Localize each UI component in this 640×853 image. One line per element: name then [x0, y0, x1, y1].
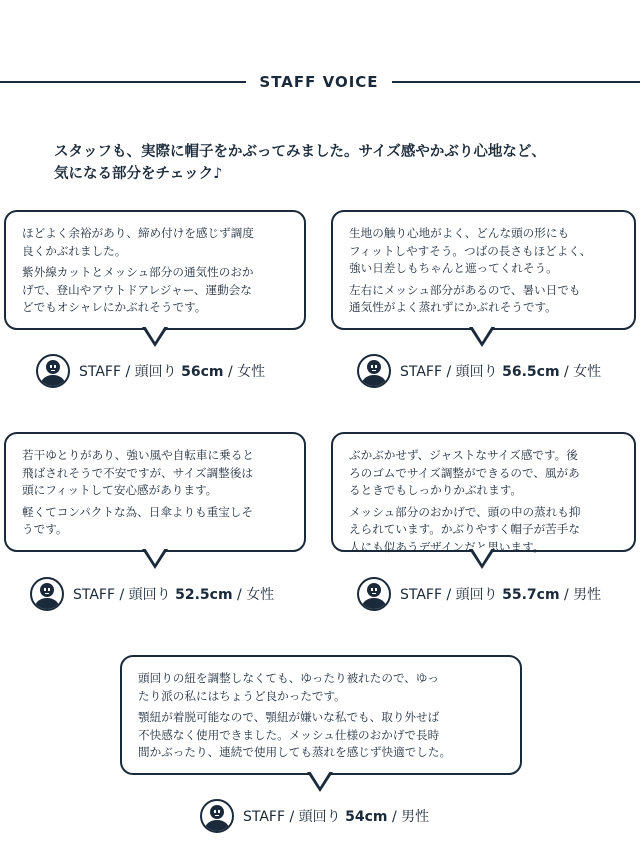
staff-info	[36, 352, 265, 390]
staff-label	[73, 584, 274, 604]
head-size: 56cm	[181, 364, 224, 380]
comment-line: ほどよく余裕があり、締め付けを感じず調度	[22, 226, 254, 240]
comment-line: フィットしやすそう。つばの長さもほどよく、	[349, 243, 592, 258]
comment-line: 生地の触り心地がよく、どんな頭の形にも	[349, 226, 570, 240]
comment-line: 若干ゆとりがあり、強い風や自転車に乗ると	[22, 448, 254, 462]
comment-line: 頭回りの紐を調整しなくても、ゆったり被れたので、ゆっ	[138, 671, 439, 685]
comment-paragraph	[349, 225, 622, 278]
comment-line: メッシュ部分のおかげで、頭の中の蒸れも抑	[349, 504, 581, 519]
comment-line: ろのゴムでサイズ調整ができるので、風があ	[349, 465, 580, 480]
header-rule-right	[392, 81, 640, 83]
comment-line: 頭にフィットして安心感があります。	[22, 483, 218, 497]
comment-line: 左右にメッシュ部分があるので、暑い日でも	[349, 282, 581, 297]
intro-line: 気になる部分をチェック♪	[54, 166, 223, 182]
comment-paragraph	[138, 709, 508, 762]
comment-line: 飛ばされそうで不安ですが、サイズ調整後は	[22, 465, 253, 480]
comment-line: げで、登山やアウトドアレジャー、運動会な	[22, 282, 252, 297]
comment-line: えられています。かぶりやすく帽子が苦手な	[349, 522, 580, 536]
comment-line: ぶかぶかせず、ジャストなサイズ感です。後	[349, 448, 578, 462]
comment-line: 顎紐が着脱可能なので、顎紐が嫌いな私でも、取り外せば	[138, 710, 440, 724]
staff-label	[79, 361, 265, 381]
comment-paragraph	[349, 447, 622, 500]
comment-line: 強い日差しもちゃんと遮ってくれそう。	[349, 261, 558, 275]
staff-avatar-icon	[357, 577, 391, 611]
staff-gender: / 女性	[237, 587, 275, 603]
comment-line: 通気性がよく蒸れずにかぶれそうです。	[349, 300, 557, 314]
staff-name: STAFF / 頭回り	[79, 364, 177, 380]
comment-line: 不快感なく使用できました。メッシュ仕様のおかげで長時	[138, 727, 440, 742]
staff-avatar-icon	[357, 354, 391, 388]
speech-bubble	[331, 432, 636, 552]
staff-label	[243, 806, 429, 826]
staff-avatar-icon	[30, 577, 64, 611]
bubble-tail-fill	[472, 548, 492, 564]
comment-line: 人にも似あうデザインだと思います。	[349, 539, 545, 554]
bubble-tail-fill	[472, 326, 492, 342]
comment-line: たり派の私にはちょうど良かったです。	[138, 688, 346, 703]
comment-line: 良くかぶれました。	[22, 243, 127, 258]
comment-paragraph	[138, 670, 508, 705]
head-size: 52.5cm	[175, 587, 233, 603]
staff-gender: / 女性	[564, 364, 602, 380]
speech-bubble	[120, 655, 522, 775]
staff-avatar-icon	[36, 354, 70, 388]
head-size: 54cm	[345, 809, 388, 825]
staff-name: STAFF / 頭回り	[243, 809, 341, 825]
staff-info	[357, 352, 601, 390]
comment-line: 紫外線カットとメッシュ部分の通気性のおか	[22, 265, 254, 279]
staff-gender: / 女性	[227, 364, 266, 380]
staff-label	[400, 584, 601, 604]
staff-name: STAFF / 頭回り	[400, 587, 498, 603]
staff-avatar-icon	[200, 799, 234, 833]
staff-name: STAFF / 頭回り	[400, 364, 498, 380]
bubble-tail-fill	[310, 771, 330, 787]
comment-line: るときでもしっかりかぶれます。	[349, 483, 522, 497]
comment-line: 軽くてコンパクトな為、日傘よりも重宝しそ	[22, 504, 254, 519]
staff-name: STAFF / 頭回り	[73, 587, 171, 603]
head-size: 56.5cm	[502, 364, 560, 380]
comment-paragraph	[22, 264, 292, 317]
comment-line: 間かぶったり、連続で使用しても蒸れを感じず快適でした。	[138, 745, 452, 759]
speech-bubble	[4, 210, 306, 330]
staff-info	[30, 575, 274, 613]
staff-gender: / 男性	[564, 587, 602, 603]
staff-info	[200, 797, 429, 835]
section-header	[0, 72, 640, 92]
staff-gender: / 男性	[391, 809, 430, 825]
bubble-tail-fill	[145, 548, 165, 564]
comment-paragraph	[22, 504, 292, 539]
intro-line: スタッフも、実際に帽子をかぶってみました。サイズ感やかぶり心地など、	[54, 144, 546, 160]
head-size: 55.7cm	[502, 587, 560, 603]
intro-text	[54, 141, 614, 185]
comment-paragraph	[349, 282, 622, 317]
staff-info	[357, 575, 601, 613]
header-rule-left	[0, 81, 246, 83]
speech-bubble	[4, 432, 306, 552]
comment-line: うです。	[22, 522, 68, 536]
comment-paragraph	[22, 225, 292, 260]
comment-line: どでもオシャレにかぶれそうです。	[22, 300, 207, 314]
bubble-tail-fill	[145, 326, 165, 342]
comment-paragraph	[22, 447, 292, 500]
staff-label	[400, 361, 601, 381]
section-title: STAFF VOICE	[259, 73, 379, 91]
speech-bubble	[331, 210, 636, 330]
